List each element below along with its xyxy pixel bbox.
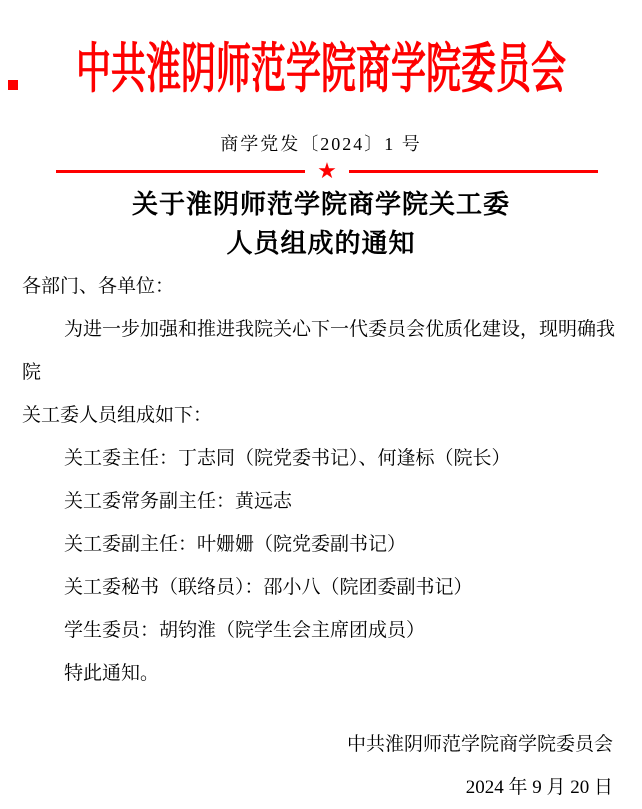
body-line-director: 关工委主任：丁志同（院党委书记）、何逢标（院长） — [64, 448, 511, 469]
body-line-closing: 特此通知。 — [64, 663, 160, 684]
masthead-title: 中共淮阴师范学院商学院委员会 — [75, 38, 566, 100]
date: 2024 年 9 月 20 日 — [465, 777, 613, 798]
body-line-intro-wrap: 关工委人员组成如下： — [22, 405, 213, 426]
doc-number: 商学党发〔2024〕1 号 — [220, 134, 422, 154]
document-page — [0, 38, 642, 805]
body-line-intro: 为进一步加强和推进我院关心下一代委员会优质化建设，现明确我院 — [22, 319, 616, 383]
body-line-student-member: 学生委员：胡钧淮（院学生会主席团成员） — [64, 620, 426, 641]
body-line-secretary: 关工委秘书（联络员）：邵小八（院团委副书记） — [64, 577, 473, 598]
notice-title — [0, 185, 642, 263]
separator-line-left — [56, 170, 305, 173]
document-body — [22, 265, 620, 695]
notice-title-line1: 关于淮阴师范学院商学院关工委 — [131, 190, 510, 219]
separator-line-right — [349, 170, 598, 173]
signature: 中共淮阴师范学院商学院委员会 — [346, 734, 613, 755]
red-separator — [56, 159, 598, 183]
body-line-deputy: 关工委副主任：叶姗姗（院党委副书记） — [64, 534, 407, 555]
star-icon: ★ — [317, 158, 337, 183]
signature-block — [0, 723, 642, 809]
salutation: 各部门、各单位： — [22, 276, 175, 297]
body-line-executive-deputy: 关工委常务副主任：黄远志 — [64, 491, 293, 512]
notice-title-line2: 人员组成的通知 — [226, 229, 416, 258]
